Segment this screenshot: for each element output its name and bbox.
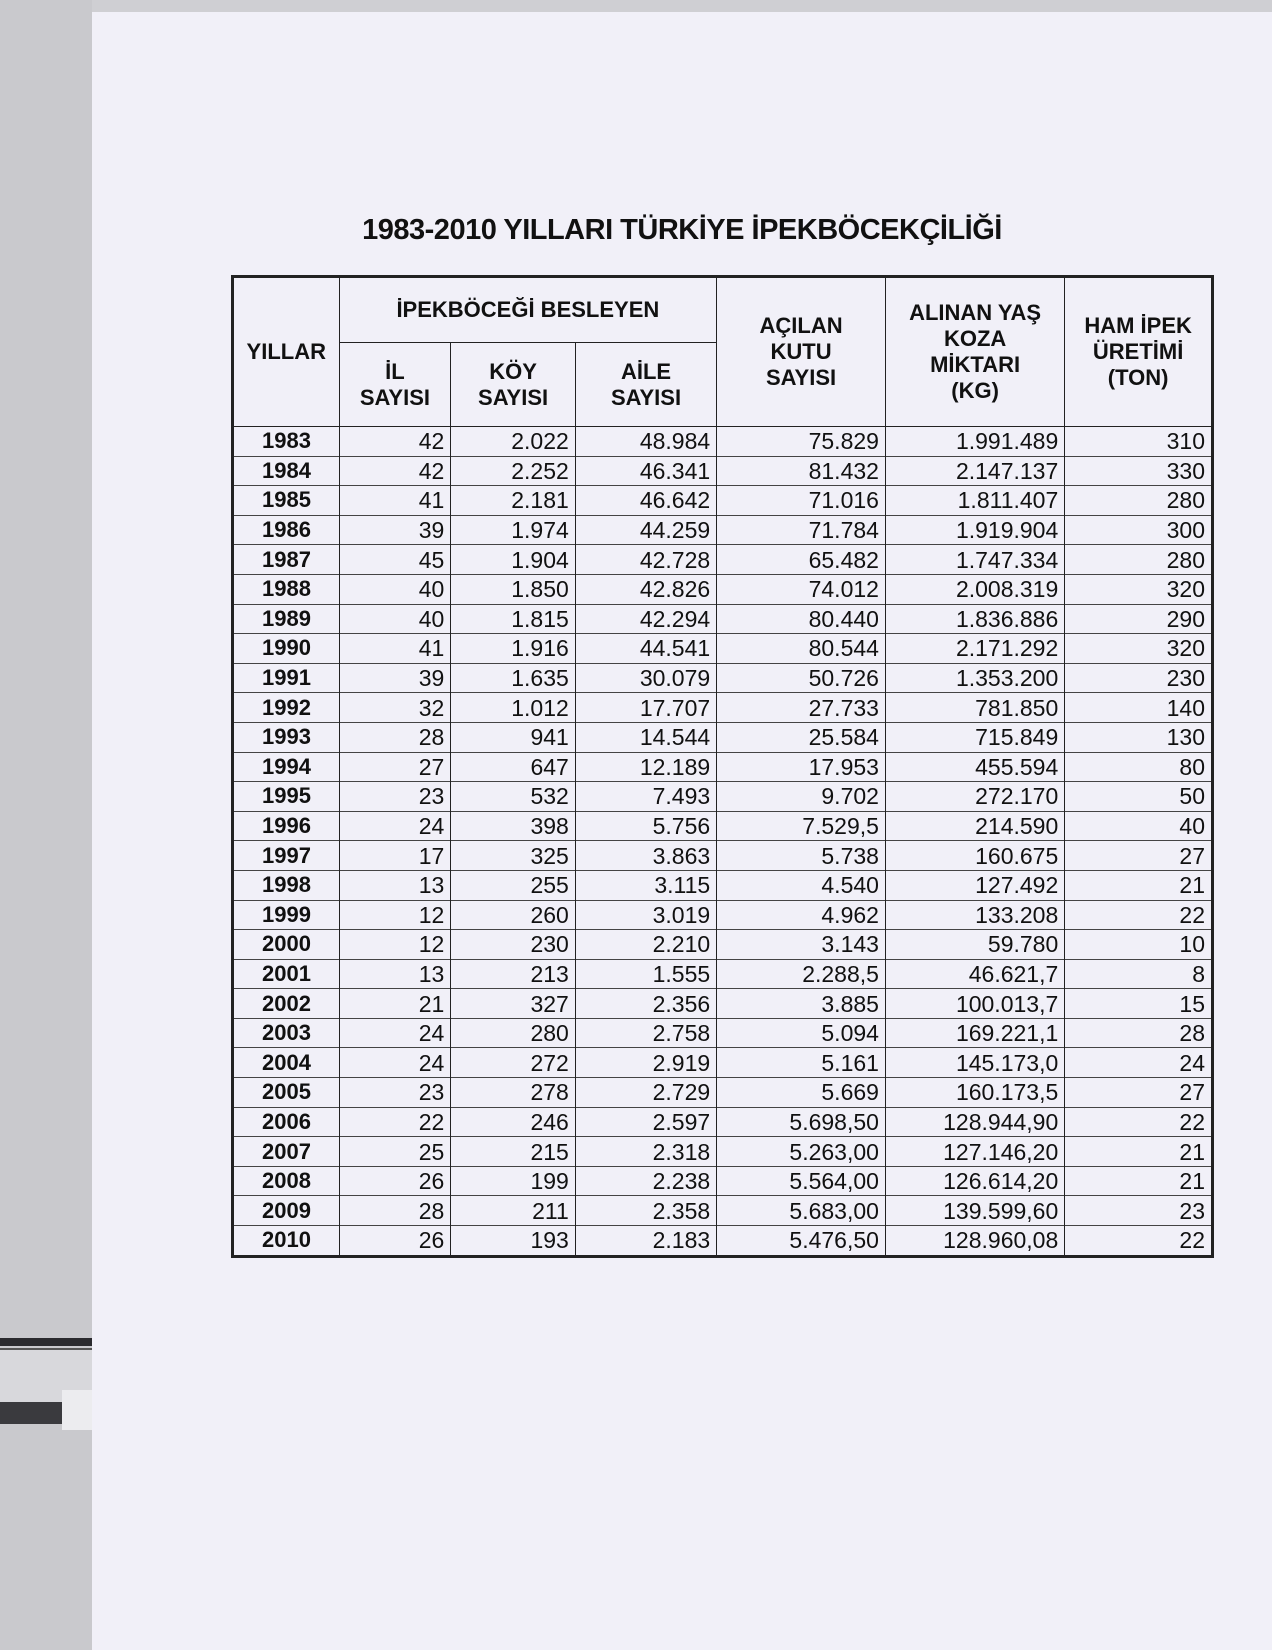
boxes-cell: 5.263,00	[717, 1137, 886, 1167]
silk-cell: 8	[1065, 959, 1213, 989]
table-row	[233, 1018, 1213, 1048]
boxes-cell: 75.829	[717, 427, 886, 457]
boxes-cell: 5.738	[717, 841, 886, 871]
family-cell: 30.079	[575, 663, 716, 693]
boxes-cell: 7.529,5	[717, 811, 886, 841]
cocoon-cell: 2.171.292	[885, 634, 1064, 664]
cocoon-cell: 160.675	[885, 841, 1064, 871]
province-cell: 45	[339, 545, 451, 575]
cocoon-cell: 133.208	[885, 900, 1064, 930]
silk-cell: 15	[1065, 989, 1213, 1019]
year-cell: 1989	[233, 604, 340, 634]
year-cell: 1999	[233, 900, 340, 930]
cocoon-cell: 139.599,60	[885, 1196, 1064, 1226]
table-row	[233, 693, 1213, 723]
province-cell: 23	[339, 1078, 451, 1108]
boxes-cell: 74.012	[717, 574, 886, 604]
binder-clip-dark	[0, 1402, 62, 1424]
silk-cell: 80	[1065, 752, 1213, 782]
cocoon-cell: 272.170	[885, 782, 1064, 812]
year-cell: 1995	[233, 782, 340, 812]
cocoon-cell: 128.960,08	[885, 1226, 1064, 1257]
family-cell: 2.318	[575, 1137, 716, 1167]
silk-cell: 24	[1065, 1048, 1213, 1078]
village-cell: 647	[451, 752, 575, 782]
silk-cell: 230	[1065, 663, 1213, 693]
family-cell: 3.019	[575, 900, 716, 930]
cocoon-cell: 127.492	[885, 870, 1064, 900]
village-cell: 246	[451, 1107, 575, 1137]
village-cell: 230	[451, 930, 575, 960]
province-cell: 42	[339, 427, 451, 457]
table-row	[233, 663, 1213, 693]
year-cell: 2010	[233, 1226, 340, 1257]
province-cell: 25	[339, 1137, 451, 1167]
table-row	[233, 1166, 1213, 1196]
family-cell: 3.863	[575, 841, 716, 871]
cocoon-cell: 781.850	[885, 693, 1064, 723]
province-cell: 28	[339, 722, 451, 752]
year-cell: 1986	[233, 515, 340, 545]
province-cell: 22	[339, 1107, 451, 1137]
village-cell: 327	[451, 989, 575, 1019]
village-cell: 193	[451, 1226, 575, 1257]
table-row	[233, 456, 1213, 486]
boxes-cell: 81.432	[717, 456, 886, 486]
year-cell: 1988	[233, 574, 340, 604]
village-cell: 941	[451, 722, 575, 752]
village-cell: 272	[451, 1048, 575, 1078]
family-cell: 17.707	[575, 693, 716, 723]
boxes-cell: 5.564,00	[717, 1166, 886, 1196]
boxes-cell: 25.584	[717, 722, 886, 752]
boxes-cell: 80.440	[717, 604, 886, 634]
family-cell: 2.729	[575, 1078, 716, 1108]
table-row	[233, 604, 1213, 634]
year-cell: 1997	[233, 841, 340, 871]
cocoon-cell: 160.173,5	[885, 1078, 1064, 1108]
year-cell: 1985	[233, 486, 340, 516]
year-cell: 1996	[233, 811, 340, 841]
province-cell: 41	[339, 634, 451, 664]
year-cell: 2002	[233, 989, 340, 1019]
village-cell: 1.904	[451, 545, 575, 575]
year-cell: 1998	[233, 870, 340, 900]
village-cell: 213	[451, 959, 575, 989]
table-row	[233, 634, 1213, 664]
boxes-cell: 9.702	[717, 782, 886, 812]
silk-cell: 320	[1065, 574, 1213, 604]
cocoon-cell: 1.353.200	[885, 663, 1064, 693]
family-cell: 2.238	[575, 1166, 716, 1196]
scan-top-edge	[0, 0, 1272, 12]
village-cell: 280	[451, 1018, 575, 1048]
family-cell: 2.919	[575, 1048, 716, 1078]
year-cell: 1990	[233, 634, 340, 664]
year-cell: 2006	[233, 1107, 340, 1137]
province-cell: 32	[339, 693, 451, 723]
header-years: YILLAR	[233, 277, 340, 427]
table-row	[233, 930, 1213, 960]
family-cell: 44.541	[575, 634, 716, 664]
silk-cell: 330	[1065, 456, 1213, 486]
table-row	[233, 545, 1213, 575]
village-cell: 1.850	[451, 574, 575, 604]
boxes-cell: 50.726	[717, 663, 886, 693]
silk-cell: 40	[1065, 811, 1213, 841]
year-cell: 2008	[233, 1166, 340, 1196]
cocoon-cell: 127.146,20	[885, 1137, 1064, 1167]
boxes-cell: 3.143	[717, 930, 886, 960]
province-cell: 17	[339, 841, 451, 871]
silk-cell: 280	[1065, 545, 1213, 575]
family-cell: 2.597	[575, 1107, 716, 1137]
cocoon-cell: 59.780	[885, 930, 1064, 960]
family-cell: 2.358	[575, 1196, 716, 1226]
province-cell: 23	[339, 782, 451, 812]
silk-cell: 28	[1065, 1018, 1213, 1048]
silk-cell: 21	[1065, 1137, 1213, 1167]
silk-cell: 27	[1065, 841, 1213, 871]
year-cell: 2004	[233, 1048, 340, 1078]
boxes-cell: 71.784	[717, 515, 886, 545]
table-row	[233, 900, 1213, 930]
village-cell: 2.022	[451, 427, 575, 457]
village-cell: 2.252	[451, 456, 575, 486]
province-cell: 40	[339, 574, 451, 604]
year-cell: 1993	[233, 722, 340, 752]
boxes-cell: 5.698,50	[717, 1107, 886, 1137]
village-cell: 260	[451, 900, 575, 930]
table-row	[233, 811, 1213, 841]
cocoon-cell: 126.614,20	[885, 1166, 1064, 1196]
silk-cell: 10	[1065, 930, 1213, 960]
table-row	[233, 989, 1213, 1019]
boxes-cell: 5.683,00	[717, 1196, 886, 1226]
province-cell: 42	[339, 456, 451, 486]
table-row	[233, 782, 1213, 812]
province-cell: 13	[339, 959, 451, 989]
year-cell: 2007	[233, 1137, 340, 1167]
silk-cell: 21	[1065, 870, 1213, 900]
family-cell: 44.259	[575, 515, 716, 545]
silk-cell: 300	[1065, 515, 1213, 545]
year-cell: 2005	[233, 1078, 340, 1108]
boxes-cell: 17.953	[717, 752, 886, 782]
cocoon-cell: 1.747.334	[885, 545, 1064, 575]
table-row	[233, 574, 1213, 604]
village-cell: 199	[451, 1166, 575, 1196]
header-province-count: İL SAYISI	[339, 343, 451, 427]
silk-cell: 22	[1065, 1226, 1213, 1257]
family-cell: 42.294	[575, 604, 716, 634]
cocoon-cell: 1.811.407	[885, 486, 1064, 516]
table-row	[233, 841, 1213, 871]
year-cell: 1987	[233, 545, 340, 575]
silk-cell: 320	[1065, 634, 1213, 664]
year-cell: 1991	[233, 663, 340, 693]
table-row	[233, 1226, 1213, 1257]
family-cell: 46.642	[575, 486, 716, 516]
boxes-cell: 4.962	[717, 900, 886, 930]
silk-cell: 140	[1065, 693, 1213, 723]
silk-cell: 130	[1065, 722, 1213, 752]
silk-cell: 22	[1065, 900, 1213, 930]
family-cell: 3.115	[575, 870, 716, 900]
village-cell: 1.635	[451, 663, 575, 693]
cocoon-cell: 1.836.886	[885, 604, 1064, 634]
boxes-cell: 5.669	[717, 1078, 886, 1108]
boxes-cell: 27.733	[717, 693, 886, 723]
province-cell: 12	[339, 930, 451, 960]
cocoon-cell: 145.173,0	[885, 1048, 1064, 1078]
province-cell: 27	[339, 752, 451, 782]
year-cell: 1992	[233, 693, 340, 723]
province-cell: 41	[339, 486, 451, 516]
table-row	[233, 1107, 1213, 1137]
family-cell: 42.728	[575, 545, 716, 575]
village-cell: 215	[451, 1137, 575, 1167]
village-cell: 278	[451, 1078, 575, 1108]
scanned-page	[92, 12, 1272, 1650]
binder-clip-top	[0, 1338, 92, 1346]
boxes-cell: 5.161	[717, 1048, 886, 1078]
village-cell: 2.181	[451, 486, 575, 516]
cocoon-cell: 455.594	[885, 752, 1064, 782]
village-cell: 1.012	[451, 693, 575, 723]
family-cell: 2.210	[575, 930, 716, 960]
header-raw-silk: HAM İPEK ÜRETİMİ (TON)	[1065, 277, 1213, 427]
year-cell: 1983	[233, 427, 340, 457]
boxes-cell: 2.288,5	[717, 959, 886, 989]
year-cell: 1994	[233, 752, 340, 782]
table-row	[233, 1078, 1213, 1108]
binder-clip-light	[62, 1390, 92, 1430]
silk-cell: 27	[1065, 1078, 1213, 1108]
village-cell: 1.815	[451, 604, 575, 634]
year-cell: 2003	[233, 1018, 340, 1048]
year-cell: 2000	[233, 930, 340, 960]
silk-cell: 280	[1065, 486, 1213, 516]
province-cell: 24	[339, 1018, 451, 1048]
header-cocoon: ALINAN YAŞ KOZA MİKTARI (KG)	[885, 277, 1064, 427]
cocoon-cell: 715.849	[885, 722, 1064, 752]
family-cell: 2.758	[575, 1018, 716, 1048]
table-row	[233, 515, 1213, 545]
village-cell: 1.974	[451, 515, 575, 545]
silk-cell: 290	[1065, 604, 1213, 634]
family-cell: 2.356	[575, 989, 716, 1019]
family-cell: 14.544	[575, 722, 716, 752]
silk-cell: 22	[1065, 1107, 1213, 1137]
province-cell: 40	[339, 604, 451, 634]
cocoon-cell: 169.221,1	[885, 1018, 1064, 1048]
table-row	[233, 427, 1213, 457]
boxes-cell: 80.544	[717, 634, 886, 664]
table-body	[233, 427, 1213, 1257]
table-row	[233, 752, 1213, 782]
family-cell: 42.826	[575, 574, 716, 604]
header-group-feeders: İPEKBÖCEĞİ BESLEYEN	[339, 277, 717, 343]
province-cell: 26	[339, 1226, 451, 1257]
cocoon-cell: 1.991.489	[885, 427, 1064, 457]
province-cell: 24	[339, 1048, 451, 1078]
year-cell: 2001	[233, 959, 340, 989]
table-row	[233, 870, 1213, 900]
table-row	[233, 1137, 1213, 1167]
table-row	[233, 959, 1213, 989]
cocoon-cell: 2.147.137	[885, 456, 1064, 486]
province-cell: 39	[339, 515, 451, 545]
family-cell: 12.189	[575, 752, 716, 782]
family-cell: 1.555	[575, 959, 716, 989]
village-cell: 398	[451, 811, 575, 841]
header-village-count: KÖY SAYISI	[451, 343, 575, 427]
silk-production-table	[231, 275, 1214, 1258]
cocoon-cell: 100.013,7	[885, 989, 1064, 1019]
cocoon-cell: 214.590	[885, 811, 1064, 841]
year-cell: 2009	[233, 1196, 340, 1226]
boxes-cell: 4.540	[717, 870, 886, 900]
province-cell: 28	[339, 1196, 451, 1226]
table-row	[233, 486, 1213, 516]
table-row	[233, 1048, 1213, 1078]
year-cell: 1984	[233, 456, 340, 486]
cocoon-cell: 2.008.319	[885, 574, 1064, 604]
province-cell: 26	[339, 1166, 451, 1196]
silk-cell: 21	[1065, 1166, 1213, 1196]
family-cell: 5.756	[575, 811, 716, 841]
province-cell: 39	[339, 663, 451, 693]
province-cell: 24	[339, 811, 451, 841]
village-cell: 1.916	[451, 634, 575, 664]
family-cell: 48.984	[575, 427, 716, 457]
cocoon-cell: 1.919.904	[885, 515, 1064, 545]
province-cell: 21	[339, 989, 451, 1019]
village-cell: 325	[451, 841, 575, 871]
boxes-cell: 65.482	[717, 545, 886, 575]
silk-cell: 50	[1065, 782, 1213, 812]
family-cell: 2.183	[575, 1226, 716, 1257]
silk-cell: 310	[1065, 427, 1213, 457]
table-row	[233, 1196, 1213, 1226]
boxes-cell: 5.094	[717, 1018, 886, 1048]
village-cell: 532	[451, 782, 575, 812]
province-cell: 12	[339, 900, 451, 930]
boxes-cell: 5.476,50	[717, 1226, 886, 1257]
boxes-cell: 3.885	[717, 989, 886, 1019]
boxes-cell: 71.016	[717, 486, 886, 516]
village-cell: 211	[451, 1196, 575, 1226]
cocoon-cell: 128.944,90	[885, 1107, 1064, 1137]
header-boxes: AÇILAN KUTU SAYISI	[717, 277, 886, 427]
family-cell: 46.341	[575, 456, 716, 486]
silk-cell: 23	[1065, 1196, 1213, 1226]
family-cell: 7.493	[575, 782, 716, 812]
page-title: 1983-2010 YILLARI TÜRKİYE İPEKBÖCEKÇİLİĞİ	[362, 214, 1002, 246]
header-family-count: AİLE SAYISI	[575, 343, 716, 427]
table-row	[233, 722, 1213, 752]
province-cell: 13	[339, 870, 451, 900]
cocoon-cell: 46.621,7	[885, 959, 1064, 989]
village-cell: 255	[451, 870, 575, 900]
